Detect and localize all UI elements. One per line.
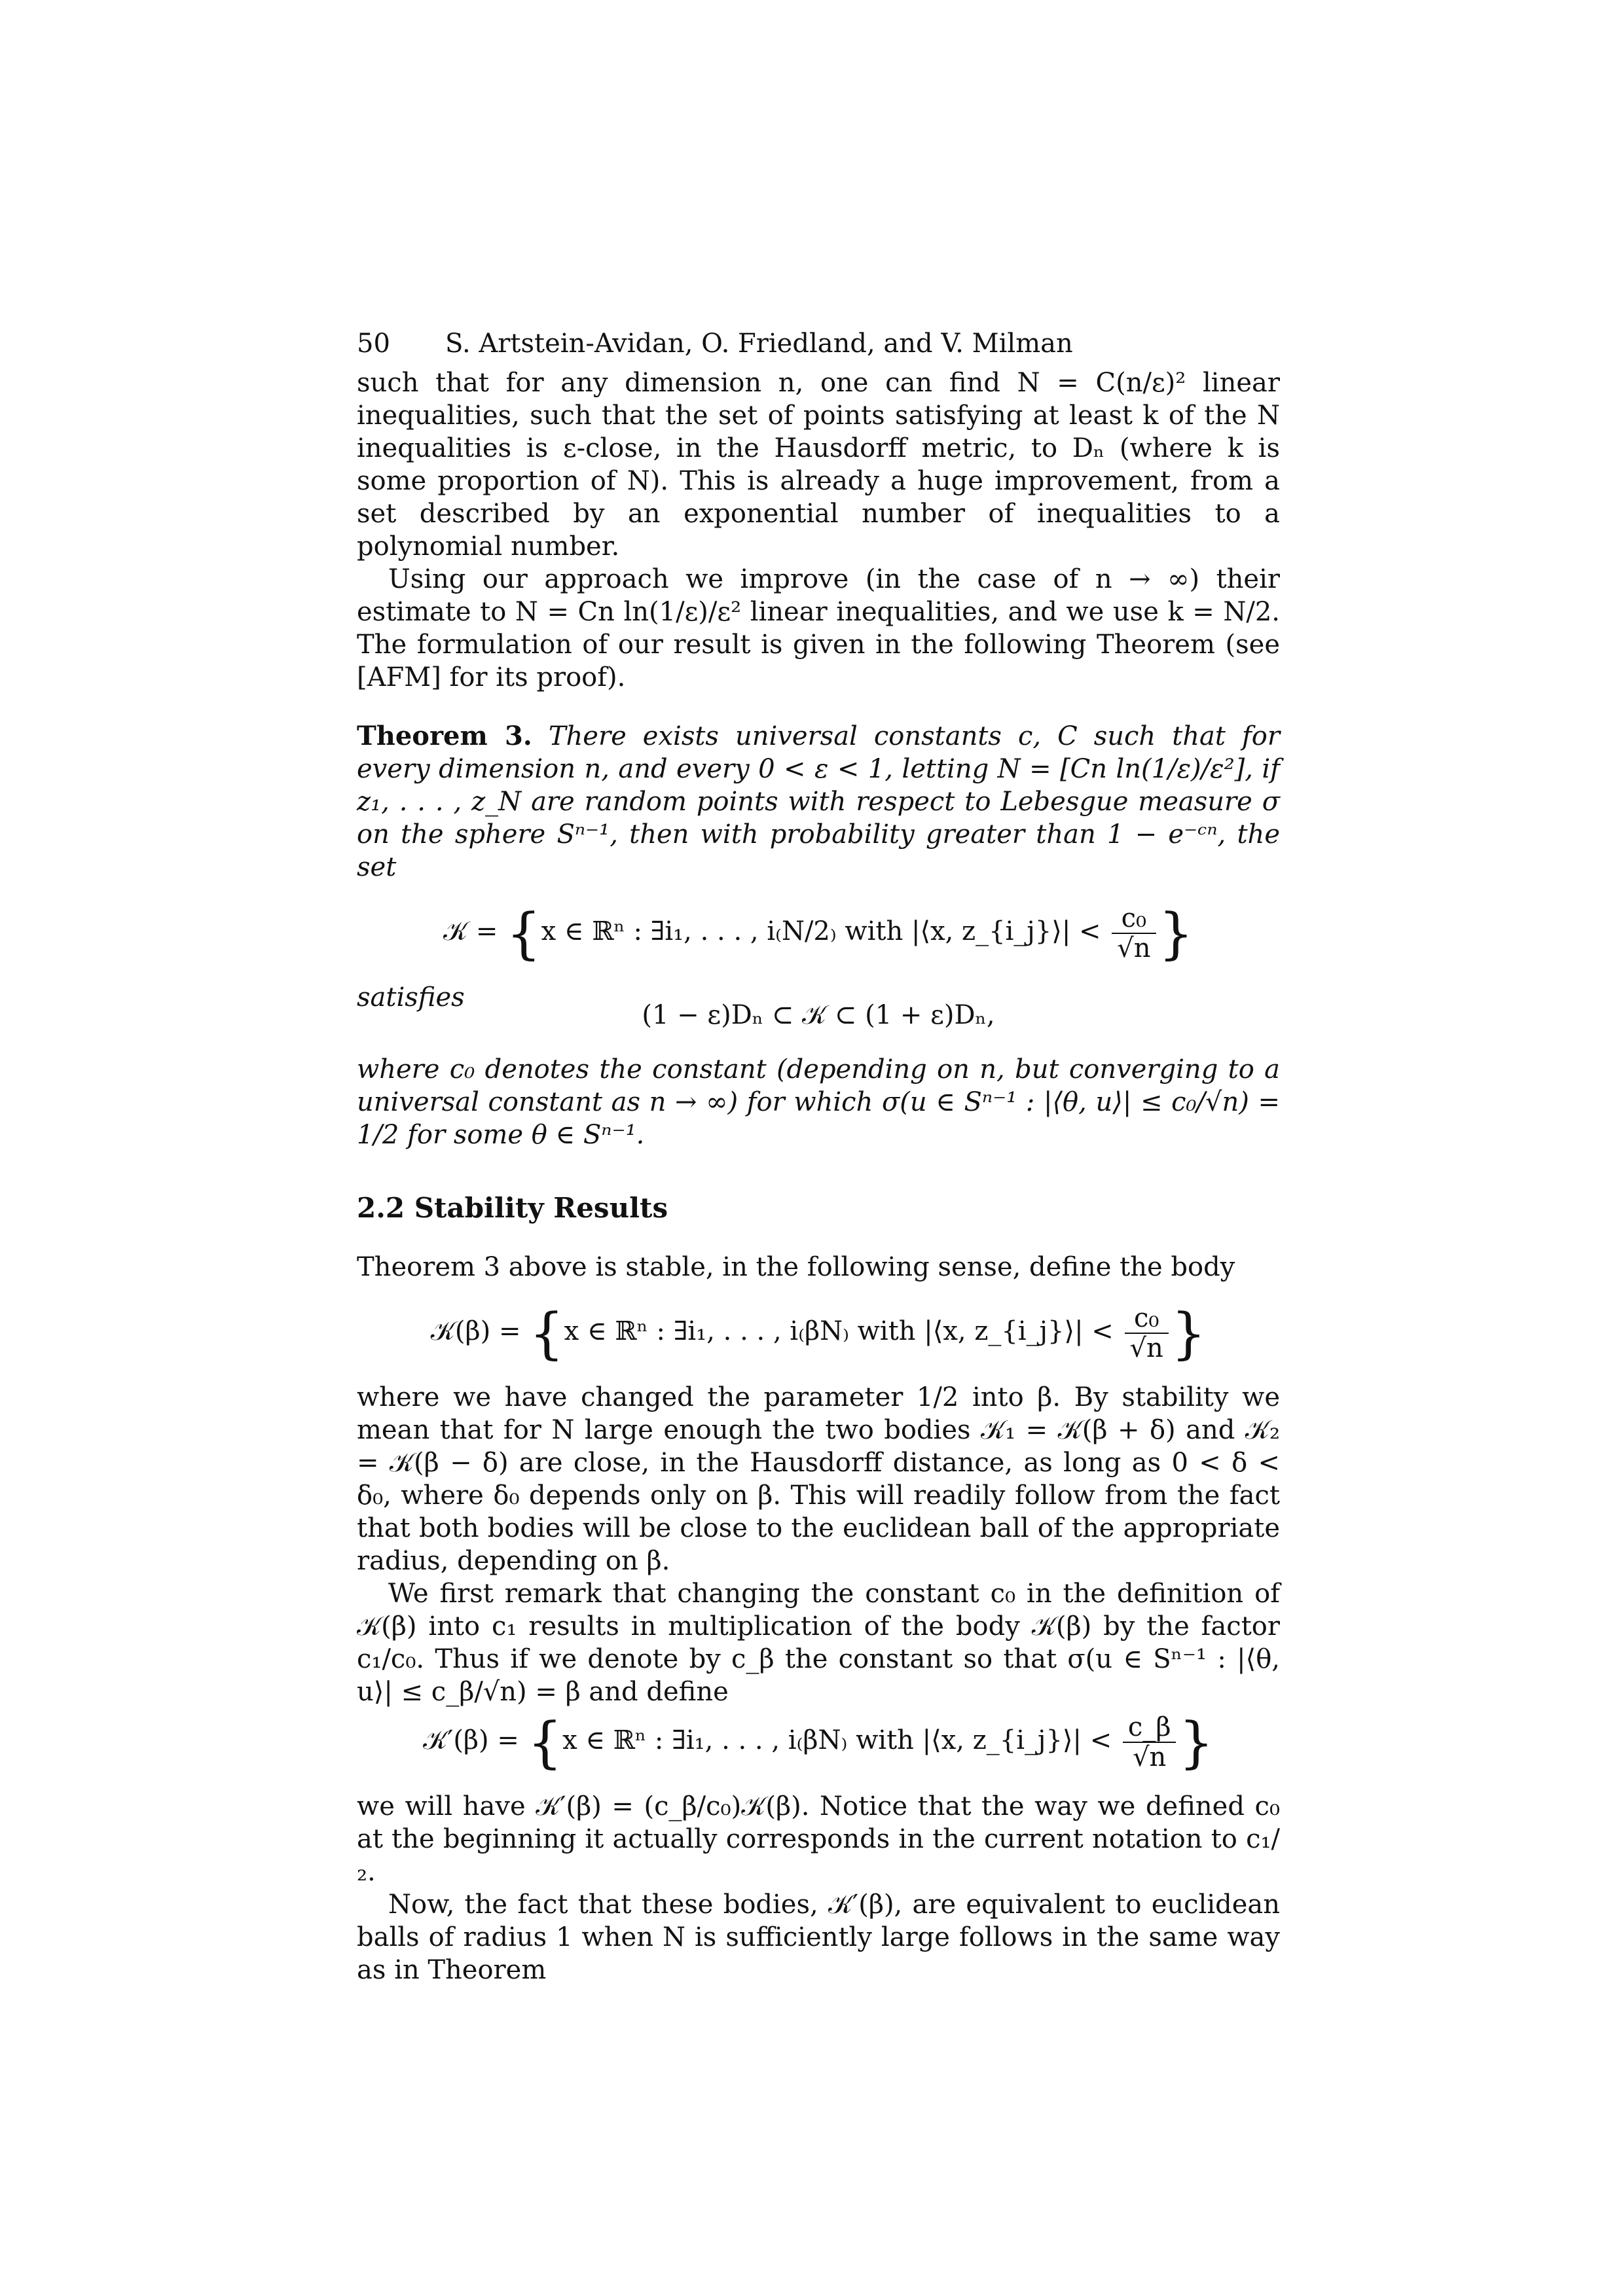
open-brace: { [506,901,541,965]
equation-lhs: 𝒦 = [443,916,507,946]
close-brace: } [1178,1710,1214,1774]
paragraph-6: Now, the fact that these bodies, 𝒦′(β), are equivalent to euclidean balls of radius 1 when N is sufficiently large follows in the same way as in Theorem [357,1890,1280,1985]
running-head-authors: S. Artstein-Avidan, O. Friedland, and V. Milman [445,329,1073,359]
equation-set-body: x ∈ ℝⁿ : ∃i₁, . . . , i₍βN₎ with |⟨x, z_{i_j}⟩| < [564,1316,1122,1346]
fraction [1112,904,1156,963]
fraction-numerator: c₀ [1112,904,1156,934]
page-number: 50 [357,329,390,359]
theorem-label: Theorem 3. [357,721,532,751]
equation-k-prime-beta [357,1711,1280,1772]
theorem-statement: There exists universal constants c, C such that for every dimension n, and every 0 < ε < 1, letting N = [Cn ln(1/ε)/ε²], if z₁, . . . , z_N are random points with respect to Lebesgue measure σ on the sphere Sⁿ⁻¹, then with probability greater than 1 − e⁻ᶜⁿ, the set [357,721,1280,882]
equation-set-body: x ∈ ℝⁿ : ∃i₁, . . . , i₍βN₎ with |⟨x, z_{i_j}⟩| < [562,1725,1120,1755]
section-intro: Theorem 3 above is stable, in the following sense, define the body [357,1252,1235,1282]
page-content [357,327,1280,1986]
running-head [357,327,1280,367]
paragraph-2: Using our approach we improve (in the case of n → ∞) their estimate to N = Cn ln(1/ε)/ε² linear inequalities, and we use k = N/2. The formulation of our result is given in the following Theorem (see [AFM] for its proof). [357,564,1280,692]
equation-lhs: 𝒦′(β) = [423,1725,528,1755]
fraction-denominator: √n [1133,1742,1167,1772]
close-brace: } [1158,901,1194,965]
open-brace: { [529,1301,564,1365]
equation-inclusion: (1 − ε)Dₙ ⊂ 𝒦 ⊂ (1 + ε)Dₙ, [642,1000,995,1030]
section-heading: 2.2 Stability Results [357,1192,668,1224]
paragraph-5: we will have 𝒦′(β) = (c_β/c₀)𝒦(β). Notice that the way we defined c₀ at the beginning it actually corresponds in the current notation to c₁/₂. [357,1791,1280,1887]
open-brace: { [527,1710,563,1774]
equation-set-body: x ∈ ℝⁿ : ∃i₁, . . . , i₍N/2₎ with |⟨x, z_{i_j}⟩| < [541,916,1110,946]
fraction-numerator: c_β [1123,1713,1176,1743]
equation-k-definition [357,902,1280,963]
paragraph-1: such that for any dimension n, one can find N = C(n/ε)² linear inequalities, such that the set of points satisfying at least k of the N inequalities is ε-close, in the Hausdorff metric, to Dₙ (where k is some proportion of N). This is already a huge improvement, from a set described by an exponential number of inequalities to a polynomial number. [357,368,1280,562]
theorem-3 [357,720,1280,884]
equation-k-beta [357,1302,1280,1363]
fraction [1123,1713,1176,1772]
fraction-denominator: √n [1129,1333,1163,1363]
close-brace: } [1171,1301,1207,1365]
equation-lhs: 𝒦(β) = [430,1316,530,1346]
fraction-denominator: √n [1117,933,1151,963]
fraction [1125,1304,1169,1363]
paragraph-4: We first remark that changing the constant c₀ in the definition of 𝒦(β) into c₁ results in multiplication of the body 𝒦(β) by the factor c₁/c₀. Thus if we denote by c_β the constant so that σ(u ∈ Sⁿ⁻¹ : |⟨θ, u⟩| ≤ c_β/√n) = β and define [357,1579,1280,1707]
fraction-numerator: c₀ [1125,1304,1169,1334]
theorem-closing: where c₀ denotes the constant (depending on n, but converging to a universal constant as n → ∞) for which σ(u ∈ Sⁿ⁻¹ : |⟨θ, u⟩| ≤ c₀/√n) = 1/2 for some θ ∈ Sⁿ⁻¹. [357,1054,1280,1150]
paragraph-3: where we have changed the parameter 1/2 into β. By stability we mean that for N large enough the two bodies 𝒦₁ = 𝒦(β + δ) and 𝒦₂ = 𝒦(β − δ) are close, in the Hausdorff distance, as long as 0 < δ < δ₀, where δ₀ depends only on β. This will readily follow from the fact that both bodies will be close to the euclidean ball of the appropriate radius, depending on β. [357,1382,1280,1576]
theorem-satisfies: satisfies [357,982,465,1013]
